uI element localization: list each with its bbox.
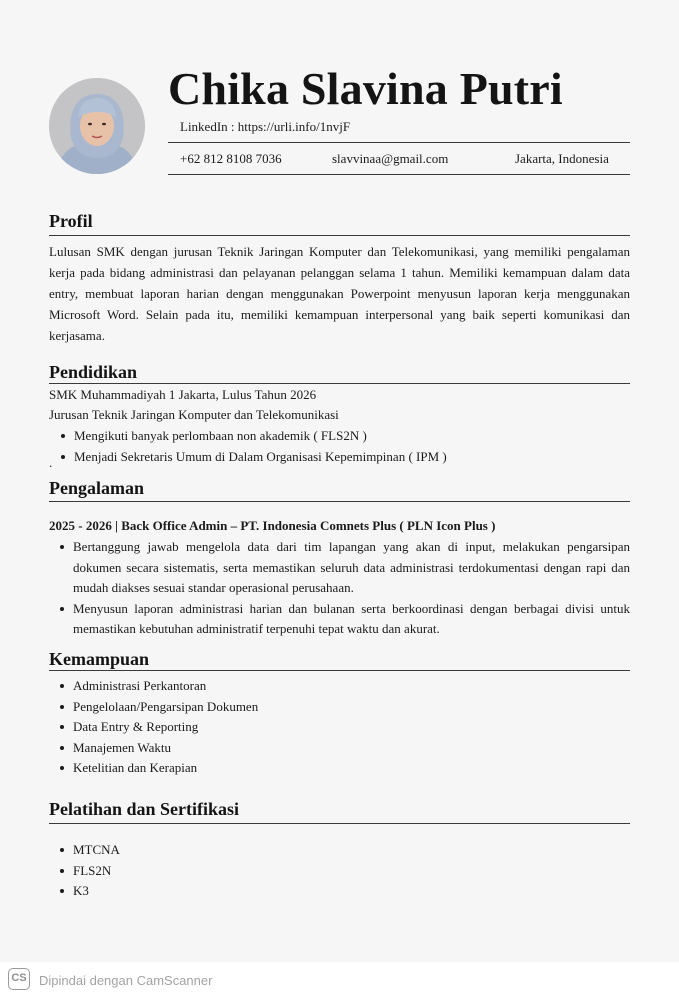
list-item: FLS2N bbox=[73, 861, 120, 882]
list-item: K3 bbox=[73, 881, 120, 902]
education-activities bbox=[74, 426, 447, 467]
section-divider-profil bbox=[49, 235, 630, 236]
section-divider-pendidikan bbox=[49, 383, 630, 384]
section-title-pengalaman: Pengalaman bbox=[49, 478, 145, 498]
section-divider-kemampuan bbox=[49, 670, 630, 671]
section-title-pelatihan: Pelatihan dan Sertifikasi bbox=[49, 799, 240, 819]
list-item: Pengelolaan/Pengarsipan Dokumen bbox=[73, 697, 258, 718]
profile-photo bbox=[49, 78, 145, 174]
list-item: Menjadi Sekretaris Umum di Dalam Organisasi Kepemimpinan ( IPM ) bbox=[74, 447, 447, 468]
location: Jakarta, Indonesia bbox=[515, 151, 609, 166]
profile-summary: Lulusan SMK dengan jurusan Teknik Jaringan Komputer dan Telekomunikasi, yang memiliki pengalaman kerja pada bidang administrasi dan pelayanan pelanggan selama 1 tahun. Memiliki kemampuan dalam data entry, membuat laporan harian dengan menggunakan Powerpoint menyusun laporan kerja menggunakan Microsoft Word. Selain pada itu, memiliki kemampuan interpersonal yang baik seperti komunikasi dan kerjasama. bbox=[49, 244, 630, 343]
list-item: Administrasi Perkantoran bbox=[73, 676, 258, 697]
list-item: Menyusun laporan administrasi harian dan bulanan serta berkoordinasi dengan berbagai divisi untuk memastikan kebutuhan administratif terpenuhi tepat waktu dan akurat. bbox=[73, 599, 630, 640]
scanner-watermark-text: Dipindai dengan CamScanner bbox=[39, 973, 213, 988]
job-duties bbox=[73, 537, 630, 640]
linkedin-link[interactable]: LinkedIn : https://urli.info/1nvjF bbox=[180, 119, 351, 134]
header-divider-top bbox=[168, 142, 630, 143]
email-address[interactable]: slavvinaa@gmail.com bbox=[332, 151, 449, 166]
school-major: Jurusan Teknik Jaringan Komputer dan Telekomunikasi bbox=[49, 407, 339, 422]
school-name: SMK Muhammadiyah 1 Jakarta, Lulus Tahun 2026 bbox=[49, 387, 317, 402]
camscanner-logo-icon: CS bbox=[8, 968, 30, 990]
section-title-kemampuan: Kemampuan bbox=[49, 649, 150, 669]
section-divider-pelatihan bbox=[49, 823, 630, 824]
certifications-list bbox=[73, 840, 120, 902]
skills-list bbox=[73, 676, 258, 779]
candidate-name: Chika Slavina Putri bbox=[168, 63, 563, 114]
list-item: MTCNA bbox=[73, 840, 120, 861]
phone-number: +62 812 8108 7036 bbox=[180, 151, 282, 166]
stray-mark: . bbox=[49, 455, 53, 470]
list-item: Bertanggung jawab mengelola data dari tim lapangan yang akan di input, melakukan pengarsipan dokumen secara sistematis, serta memastikan seluruh data administrasi terdokumentasi dengan rapi dan mudah diakses sesuai standar operasional perusahaan. bbox=[73, 537, 630, 599]
section-divider-pengalaman bbox=[49, 501, 630, 502]
list-item: Mengikuti banyak perlombaan non akademik ( FLS2N ) bbox=[74, 426, 447, 447]
section-title-profil: Profil bbox=[49, 211, 93, 231]
list-item: Ketelitian dan Kerapian bbox=[73, 758, 258, 779]
job-title: 2025 - 2026 | Back Office Admin – PT. Indonesia Comnets Plus ( PLN Icon Plus ) bbox=[49, 518, 496, 533]
section-title-pendidikan: Pendidikan bbox=[49, 362, 138, 382]
list-item: Manajemen Waktu bbox=[73, 738, 258, 759]
header-divider-bottom bbox=[168, 174, 630, 175]
list-item: Data Entry & Reporting bbox=[73, 717, 258, 738]
